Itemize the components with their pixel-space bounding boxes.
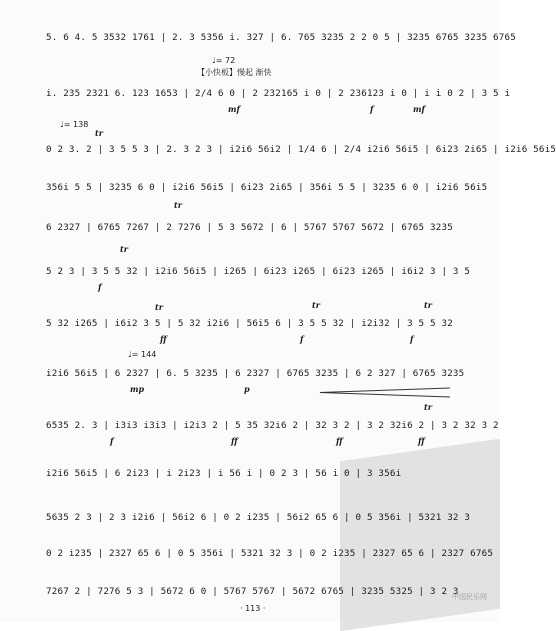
trill-mark: tr: [155, 302, 163, 312]
notation-row: 5. 6 4. 5 3532 1761 | 2. 3 5356 i. 327 | 6. 765 3235 2 2 0 5 | 3235 6765 3235 6765: [46, 32, 516, 43]
dynamic-mark: ff: [160, 334, 167, 344]
watermark-text: 中国民乐网: [452, 593, 487, 601]
notation-row: i2i6 56i5 | 6 2327 | 6. 5 3235 | 6 2327 | 6765 3235 | 6 2 327 | 6765 3235: [46, 368, 465, 379]
notation-row: 7267 2 | 7276 5 3 | 5672 6 0 | 5767 5767 | 5672 6765 | 3235 5325 | 3 2 3: [46, 586, 459, 597]
trill-mark: tr: [174, 200, 182, 210]
notation-row: 6535 2. 3 | i3i3 i3i3 | i2i3 2 | 5 35 32i6 2 | 32 3 2 | 3 2 32i6 2 | 3 2 32 3 2: [46, 420, 499, 431]
trill-mark: tr: [424, 402, 432, 412]
tempo-marking-144: ♩= 144: [128, 350, 157, 359]
notation-row: i. 235 2321 6. 123 1653 | 2/4 6 0 | 2 232165 i 0 | 2 236123 i 0 | i i 0 2 | 3 5 i: [46, 88, 511, 99]
dynamic-mark: mf: [413, 104, 425, 114]
dynamic-mark: ff: [336, 436, 343, 446]
trill-mark: tr: [424, 300, 432, 310]
dynamic-mark: f: [370, 104, 374, 114]
trill-mark: tr: [95, 128, 103, 138]
dynamic-mark: f: [98, 282, 102, 292]
dynamic-mark: f: [300, 334, 304, 344]
notation-row: i2i6 56i5 | 6 2i23 | i 2i23 | i 56 i | 0 2 3 | 56 i 0 | 3 356i: [46, 468, 402, 479]
page-number: · 113 ·: [240, 604, 266, 613]
tempo-marking-72: ♩= 72: [212, 56, 236, 65]
notation-row: 5635 2 3 | 2 3 i2i6 | 56i2 6 | 0 2 i235 | 56i2 65 6 | 0 5 356i | 5321 32 3: [46, 512, 471, 523]
dynamic-mark: mf: [228, 104, 240, 114]
notation-row: 356i 5 5 | 3235 6 0 | i2i6 56i5 | 6i23 2i65 | 356i 5 5 | 3235 6 0 | i2i6 56i5: [46, 182, 488, 193]
section-label: 【小快板】慢起 渐快: [197, 68, 272, 77]
dynamic-mark: mp: [130, 384, 145, 394]
notation-row: 0 2 3. 2 | 3 5 5 3 | 2. 3 2 3 | i2i6 56i2 | 1/4 6 | 2/4 i2i6 56i5 | 6i23 2i65 | i2i6 56i5: [46, 144, 556, 155]
dynamic-mark: f: [110, 436, 114, 446]
crescendo-hairpin-lower: [320, 392, 450, 398]
tempo-marking-138: ♩= 138: [60, 120, 89, 129]
notation-row: 5 32 i265 | i6i2 3 5 | 5 32 i2i6 | 56i5 6 | 3 5 5 32 | i2i32 | 3 5 5 32: [46, 318, 453, 329]
dynamic-mark: ff: [418, 436, 425, 446]
dynamic-mark: ff: [231, 436, 238, 446]
trill-mark: tr: [120, 244, 128, 254]
dynamic-mark: p: [244, 384, 250, 394]
notation-row: 0 2 i235 | 2327 65 6 | 0 5 356i | 5321 32 3 | 0 2 i235 | 2327 65 6 | 2327 6765: [46, 548, 494, 559]
notation-row: 6 2327 | 6765 7267 | 2 7276 | 5 3 5672 | 6 | 5767 5767 5672 | 6765 3235: [46, 222, 453, 233]
trill-mark: tr: [312, 300, 320, 310]
dynamic-mark: f: [410, 334, 414, 344]
notation-row: 5 2 3 | 3 5 5 32 | i2i6 56i5 | i265 | 6i23 i265 | 6i23 i265 | i6i2 3 | 3 5: [46, 266, 471, 277]
